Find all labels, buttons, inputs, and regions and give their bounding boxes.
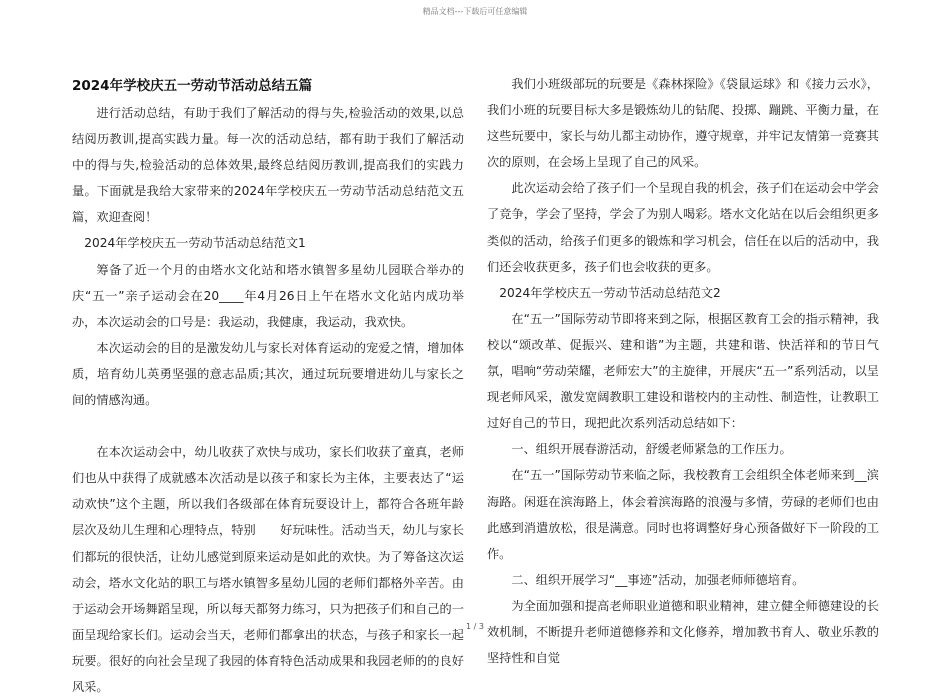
paragraph-2: 本次运动会的目的是激发幼儿与家长对体育运动的宠爱之情，增加体质，培育幼儿英勇坚强的意志品质;其次，通过玩玩要增进幼儿与家长之间的情感沟通。 — [72, 340, 464, 408]
paragraph-5: 此次运动会给了孩子们一个呈现自我的机会，孩子们在运动会中学会了竞争，学会了坚持，学会了为别人喝彩。塔水文化站在以后会组织更多类似的活动，给孩子们更多的锻炼和学习机会，信任在以后的活动中，我们还会收获更多，孩子们也会收获的更多。 — [487, 181, 879, 274]
header-note: 精品文档---下载后可任意编辑 — [422, 7, 528, 16]
section-heading-1: 一、组织开展春游活动，舒缓老师紧急的工作压力。 — [511, 442, 792, 457]
document-title: 2024年学校庆五一劳动节活动总结五篇 — [72, 78, 313, 94]
sample2-heading: 2024年学校庆五一劳动节活动总结范文2 — [499, 285, 721, 300]
left-column — [72, 100, 464, 700]
paragraph-7: 在“五一”国际劳动节来临之际，我校教育工会组织全体老师来到__滨海路。闲逛在滨海路上，体会着滨海路的浪漫与多情，劳碌的老师们也由此感到消遣放松，很是满意。同时也将调整好身心预备做好下一阶段的工作。 — [487, 468, 879, 561]
paragraph-4: 我们小班级部玩的玩要是《森林探险》《袋鼠运球》和《接力云水》，我们小班的玩要目标大多是锻炼幼儿的钻爬、投掷、蹦跳、平衡力量，在这些玩要中，家长与幼儿都主动协作，遵守规章，并牢记友情第一竞赛其次的原则，在会场上呈现了自己的风采。 — [487, 77, 879, 170]
paragraph-8: 为全面加强和提高老师职业道德和职业精神，建立健全师德建设的长效机制，不断提升老师道德修养和文化修养，增加教书育人、敬业乐教的坚持性和自觉 — [487, 598, 879, 666]
page-number: 1 / 3 — [466, 622, 484, 631]
intro-paragraph: 进行活动总结，有助于我们了解活动的得与失,检验活动的效果,以总结阅历教训,提高实践力量。每一次的活动总结，都有助于我们了解活动中的得与失,检验活动的总体效果,最终总结阅历教训,提高我们的实践力量。下面就是我给大家带来的2024年学校庆五一劳动节活动总结范文五篇，欢迎查阅！ — [72, 106, 464, 225]
sample1-heading: 2024年学校庆五一劳动节活动总结范文1 — [84, 236, 306, 251]
right-column — [487, 71, 879, 671]
paragraph-3: 在本次运动会中，幼儿收获了欢快与成功，家长们收获了童真，老师们也从中获得了成就感本次活动是以孩子和家长为主体，主要表达了“运动欢快”这个主题，所以我们各级部在体育玩耍设计上，都符合各班年龄层次及幼儿生理和心理特点，特别 好玩味性。活动当天，幼儿与家长们都玩的很快活，让幼儿感觉到原来运动是如此的欢快。为了筹备这次运动会，塔水文化站的职工与塔水镇智多星幼儿园的老师们都格外辛苦。由于运动会开场舞蹈呈现，所以每天都努力练习，只为把孩子们和自己的一面呈现给家长们。运动会当天，老师们都拿出的状态，与孩子和家长一起玩要。很好的向社会呈现了我园的体育特色活动成果和我园老师的的良好风采。 — [72, 445, 464, 694]
section-heading-2: 二、组织开展学习“__事迹”活动，加强老师师德培育。 — [511, 572, 805, 587]
paragraph-6: 在“五一”国际劳动节即将来到之际，根据区教育工会的指示精神，我校以“颂改革、促振兴、建和谐”为主题，共建和谐、快活祥和的节日气氛，唱响“劳动荣耀，老师宏大”的主旋律，开展庆“五一”系列活动，以呈现老师风采，激发宽阔教职工建设和谐校内的主动性、制造性，让教职工过好自己的节日，现把此次系列活动总结如下： — [487, 311, 879, 431]
blank-line — [72, 413, 464, 439]
paragraph-1: 筹备了近一个月的由塔水文化站和塔水镇智多星幼儿园联合举办的庆“五一”亲子运动会在20____年4月26日上午在塔水文化站内成功举办，本次运动会的口号是：我运动，我健康，我运动，我欢快。 — [72, 262, 464, 329]
